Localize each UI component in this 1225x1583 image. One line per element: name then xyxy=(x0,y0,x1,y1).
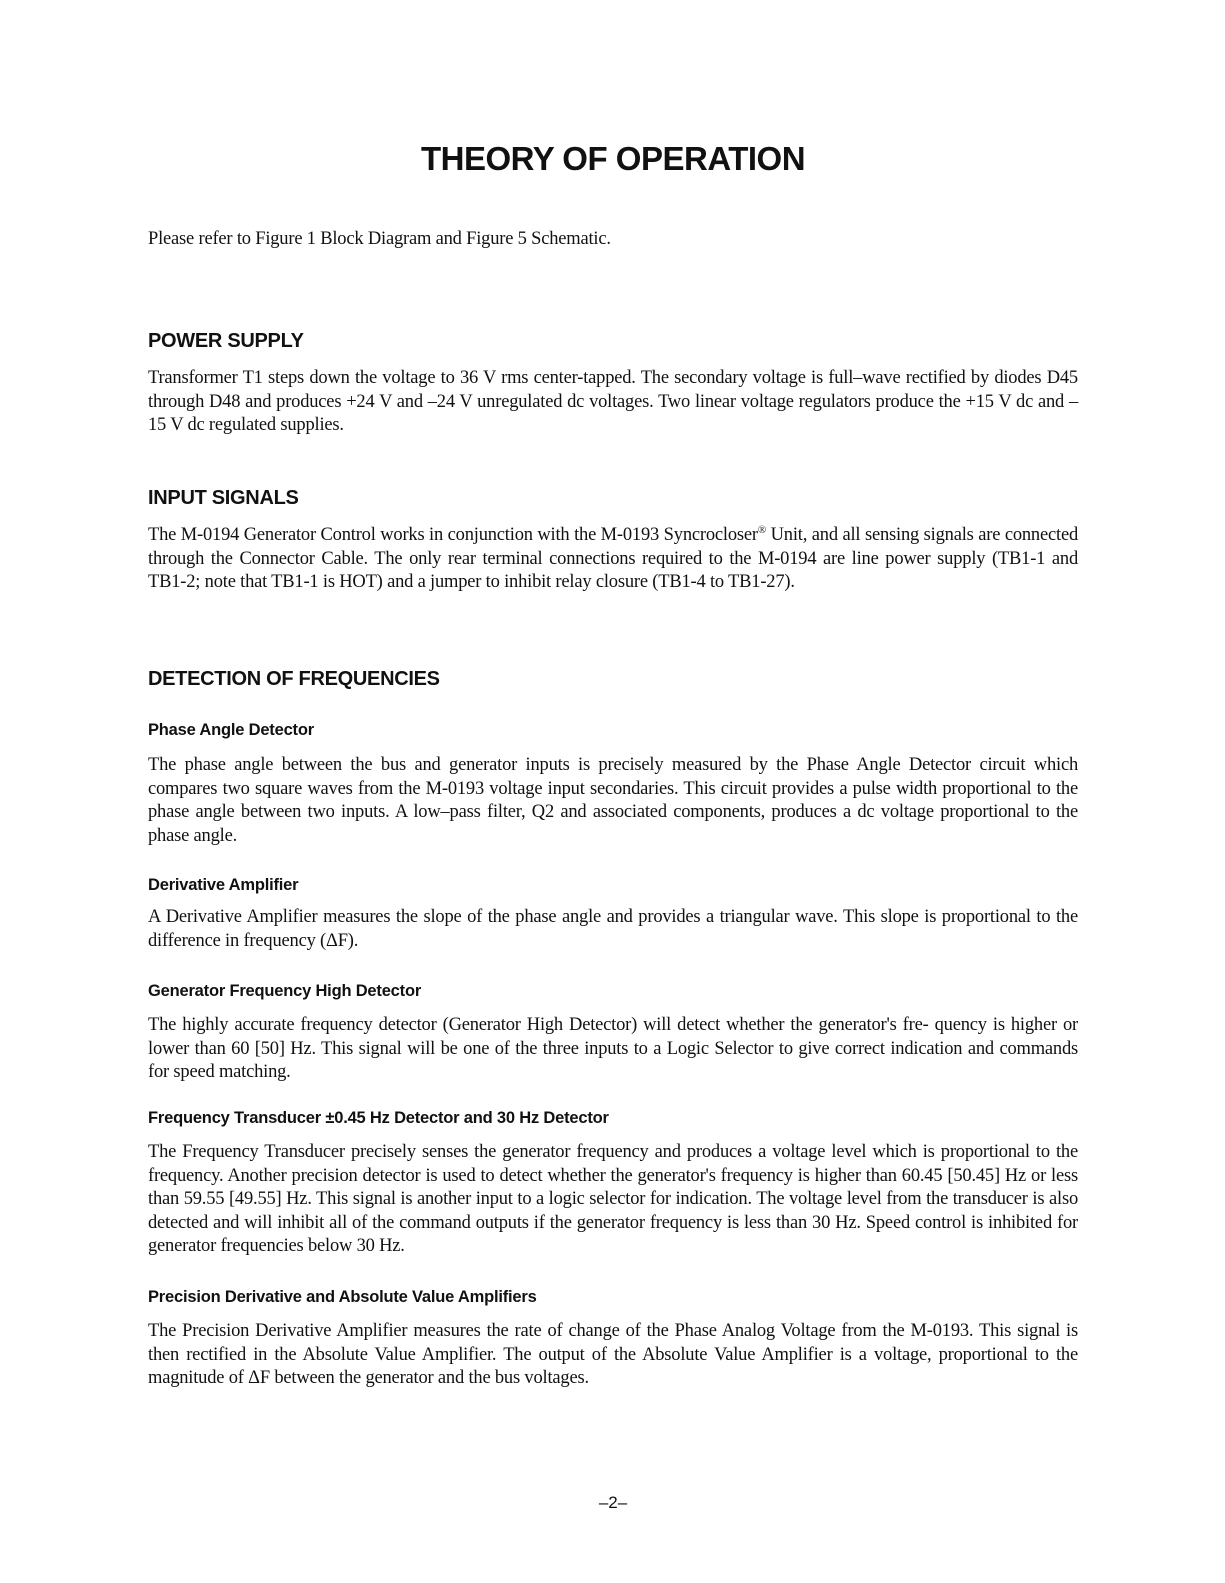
section-heading-detection-of-frequencies: DETECTION OF FREQUENCIES xyxy=(148,668,440,690)
page-title: THEORY OF OPERATION xyxy=(420,140,806,177)
subsection-heading-frequency-transducer: Frequency Transducer ±0.45 Hz Detector and 30 Hz Detector xyxy=(148,1109,609,1127)
subsection-heading-derivative-amplifier: Derivative Amplifier xyxy=(148,876,299,894)
power-supply-paragraph: Transformer T1 steps down the voltage to 36 V rms center-tapped. The secondary voltage is full–wave rectified by diodes D45 through D48 and produces +24 V and –24 V unregulated dc voltages. Two linear voltage regulators produce the +15 V dc and –15 V dc regulated supplies. xyxy=(148,368,1078,435)
subsection-heading-precision-derivative: Precision Derivative and Absolute Value Amplifiers xyxy=(148,1288,537,1306)
subsection-heading-generator-frequency-high-detector: Generator Frequency High Detector xyxy=(148,982,422,1000)
input-signals-text-part2: Unit, and all sensing signals are connected through the Connector Cable. The only rear terminal connections required to the M-0194 are line power supply (TB1-1 and TB1-2; note that TB1-1 is HOT) and a jumper to inhibit relay closure (TB1-4 to TB1-27). xyxy=(148,525,1078,592)
section-heading-power-supply: POWER SUPPLY xyxy=(148,330,304,352)
subsection-heading-phase-angle-detector: Phase Angle Detector xyxy=(148,721,314,739)
frequency-transducer-paragraph: The Frequency Transducer precisely senses the generator frequency and produces a voltage level which is proportional to the frequency. Another precision detector is used to detect whether the generator's frequency is higher than 60.45 [50.45] Hz or less than 59.55 [49.55] Hz. This signal is another input to a logic selector for indication. The voltage level from the transducer is also detected and will inhibit all of the command outputs if the generator frequency is less than 30 Hz. Speed control is inhibited for generator frequencies below 30 Hz. xyxy=(148,1142,1078,1256)
intro-paragraph: Please refer to Figure 1 Block Diagram and Figure 5 Schematic. xyxy=(148,229,611,249)
derivative-amplifier-paragraph: A Derivative Amplifier measures the slope of the phase angle and provides a triangular wave. This slope is proportional to the difference in frequency (ΔF). xyxy=(148,907,1078,951)
generator-frequency-high-detector-paragraph: The highly accurate frequency detector (Generator High Detector) will detect whether the generator's fre- quency is higher or lower than 60 [50] Hz. This signal will be one of the three inputs to a Logic Selector to give correct indication and commands for speed matching. xyxy=(148,1015,1078,1082)
input-signals-text-part1: The M-0194 Generator Control works in conjunction with the M-0193 Syncrocloser xyxy=(148,525,758,545)
page-number: –2– xyxy=(598,1493,628,1512)
section-heading-input-signals: INPUT SIGNALS xyxy=(148,487,299,509)
registered-mark: ® xyxy=(757,523,767,536)
input-signals-paragraph xyxy=(148,524,1078,595)
phase-angle-detector-paragraph: The phase angle between the bus and generator inputs is precisely measured by the Phase Angle Detector circuit which compares two square waves from the M-0193 voltage input secondaries. This circuit provides a pulse width proportional to the phase angle between two inputs. A low–pass filter, Q2 and associated components, produces a dc voltage proportional to the phase angle. xyxy=(148,755,1078,846)
precision-derivative-paragraph: The Precision Derivative Amplifier measures the rate of change of the Phase Analog Voltage from the M-0193. This signal is then rectified in the Absolute Value Amplifier. The output of the Absolute Value Amplifier is a voltage, proportional to the magnitude of ΔF between the generator and the bus voltages. xyxy=(148,1321,1078,1388)
